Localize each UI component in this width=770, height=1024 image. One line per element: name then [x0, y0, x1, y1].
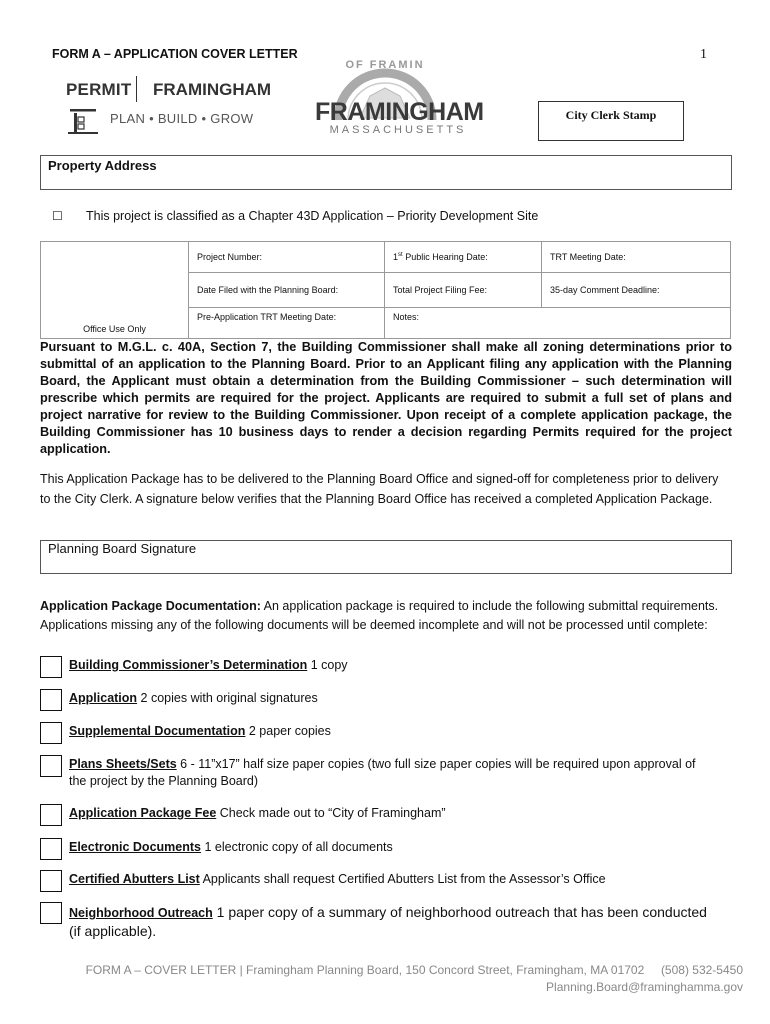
- documentation-intro-text: An application package is required to include the following submittal requirements. Applications missing any of the following documents will be deemed incomplete and will not be processed until complete:: [40, 599, 719, 632]
- form-title: FORM A – APPLICATION COVER LETTER: [52, 47, 298, 61]
- checkbox-building-commissioner-determination[interactable]: [40, 656, 62, 678]
- seal-city-name: FRAMINGHAM: [315, 98, 484, 126]
- seal-ring-text: OF FRAMIN: [345, 59, 425, 71]
- comment-deadline-cell: 35-day Comment Deadline:: [542, 273, 731, 308]
- permit-logo-tagline: PLAN • BUILD • GROW: [110, 111, 254, 126]
- checkbox-plans-sheets[interactable]: [40, 755, 62, 777]
- list-item: Plans Sheets/Sets 6 - 11”x17” half size paper copies (two full size paper copies will be required upon approval of the project by the Planning Board): [69, 757, 696, 788]
- list-item: Supplemental Documentation 2 paper copies: [69, 724, 331, 738]
- planning-board-signature-field[interactable]: Planning Board Signature: [40, 540, 732, 574]
- checkbox-application[interactable]: [40, 689, 62, 711]
- property-address-field[interactable]: Property Address: [40, 155, 732, 190]
- total-filing-fee-cell: Total Project Filing Fee:: [385, 273, 542, 308]
- date-filed-cell: Date Filed with the Planning Board:: [189, 273, 385, 308]
- checkbox-electronic-documents[interactable]: [40, 838, 62, 860]
- documentation-intro: [40, 597, 732, 635]
- checkbox-certified-abutters-list[interactable]: [40, 870, 62, 892]
- city-clerk-stamp-box: City Clerk Stamp: [538, 101, 684, 141]
- first-hearing-date-cell: 1st Public Hearing Date:: [385, 242, 542, 273]
- list-item: Certified Abutters List Applicants shall request Certified Abutters List from the Assessor’s Office: [69, 872, 606, 886]
- office-use-label: Office Use Only: [41, 242, 189, 339]
- list-item: Application 2 copies with original signatures: [69, 691, 318, 705]
- zoning-determination-notice: Pursuant to M.G.L. c. 40A, Section 7, the Building Commissioner shall make all zoning determinations prior to submittal of an application to the Planning Board. Prior to an Applicant filing any application with the Planning Board, the Applicant must obtain a determination from the Building Commissioner – such determination will prescribe which permits are required for the project. Applicants are required to submit a full set of plans and project narrative for review to the Building Commissioner. Upon receipt of a complete application package, the Building Commissioner has 10 business days to render a decision regarding Permits required for the project application.: [40, 340, 732, 456]
- pre-application-trt-cell: Pre-Application TRT Meeting Date:: [189, 308, 385, 339]
- permit-logo-divider: [136, 76, 137, 102]
- seal-state-name: MASSACHUSETTS: [329, 124, 467, 136]
- project-number-cell: Project Number:: [189, 242, 385, 273]
- chapter43d-checkbox[interactable]: ☐: [52, 209, 63, 223]
- list-item: Application Package Fee Check made out to “City of Framingham”: [69, 806, 446, 820]
- list-item: Electronic Documents 1 electronic copy of all documents: [69, 840, 393, 854]
- list-item: Neighborhood Outreach 1 paper copy of a summary of neighborhood outreach that has been conducted (if applicable).: [69, 904, 707, 939]
- page-number: 1: [700, 47, 707, 62]
- chapter43d-label: This project is classified as a Chapter 43D Application – Priority Development Site: [86, 209, 539, 223]
- list-item: Building Commissioner’s Determination 1 copy: [69, 658, 348, 672]
- permit-logo-city: FRAMINGHAM: [153, 80, 272, 99]
- checkbox-supplemental-documentation[interactable]: [40, 722, 62, 744]
- office-use-table: [40, 241, 731, 339]
- footer-email: Planning.Board@framinghamma.gov: [546, 980, 743, 994]
- documentation-heading: Application Package Documentation:: [40, 599, 261, 613]
- notes-cell: Notes:: [385, 308, 731, 339]
- footer-address: FORM A – COVER LETTER | Framingham Planning Board, 150 Concord Street, Framingham, MA 01702 (508) 532-5450: [85, 963, 743, 977]
- checkbox-application-package-fee[interactable]: [40, 804, 62, 826]
- delivery-instructions: This Application Package has to be delivered to the Planning Board Office and signed-off for completeness prior to delivery to the City Clerk. A signature below verifies that the Planning Board Office has received a completed Application Package.: [40, 472, 719, 506]
- building-crane-icon: [66, 103, 100, 135]
- checkbox-neighborhood-outreach[interactable]: [40, 902, 62, 924]
- trt-meeting-date-cell: TRT Meeting Date:: [542, 242, 731, 273]
- permit-logo-word: PERMIT: [66, 80, 132, 99]
